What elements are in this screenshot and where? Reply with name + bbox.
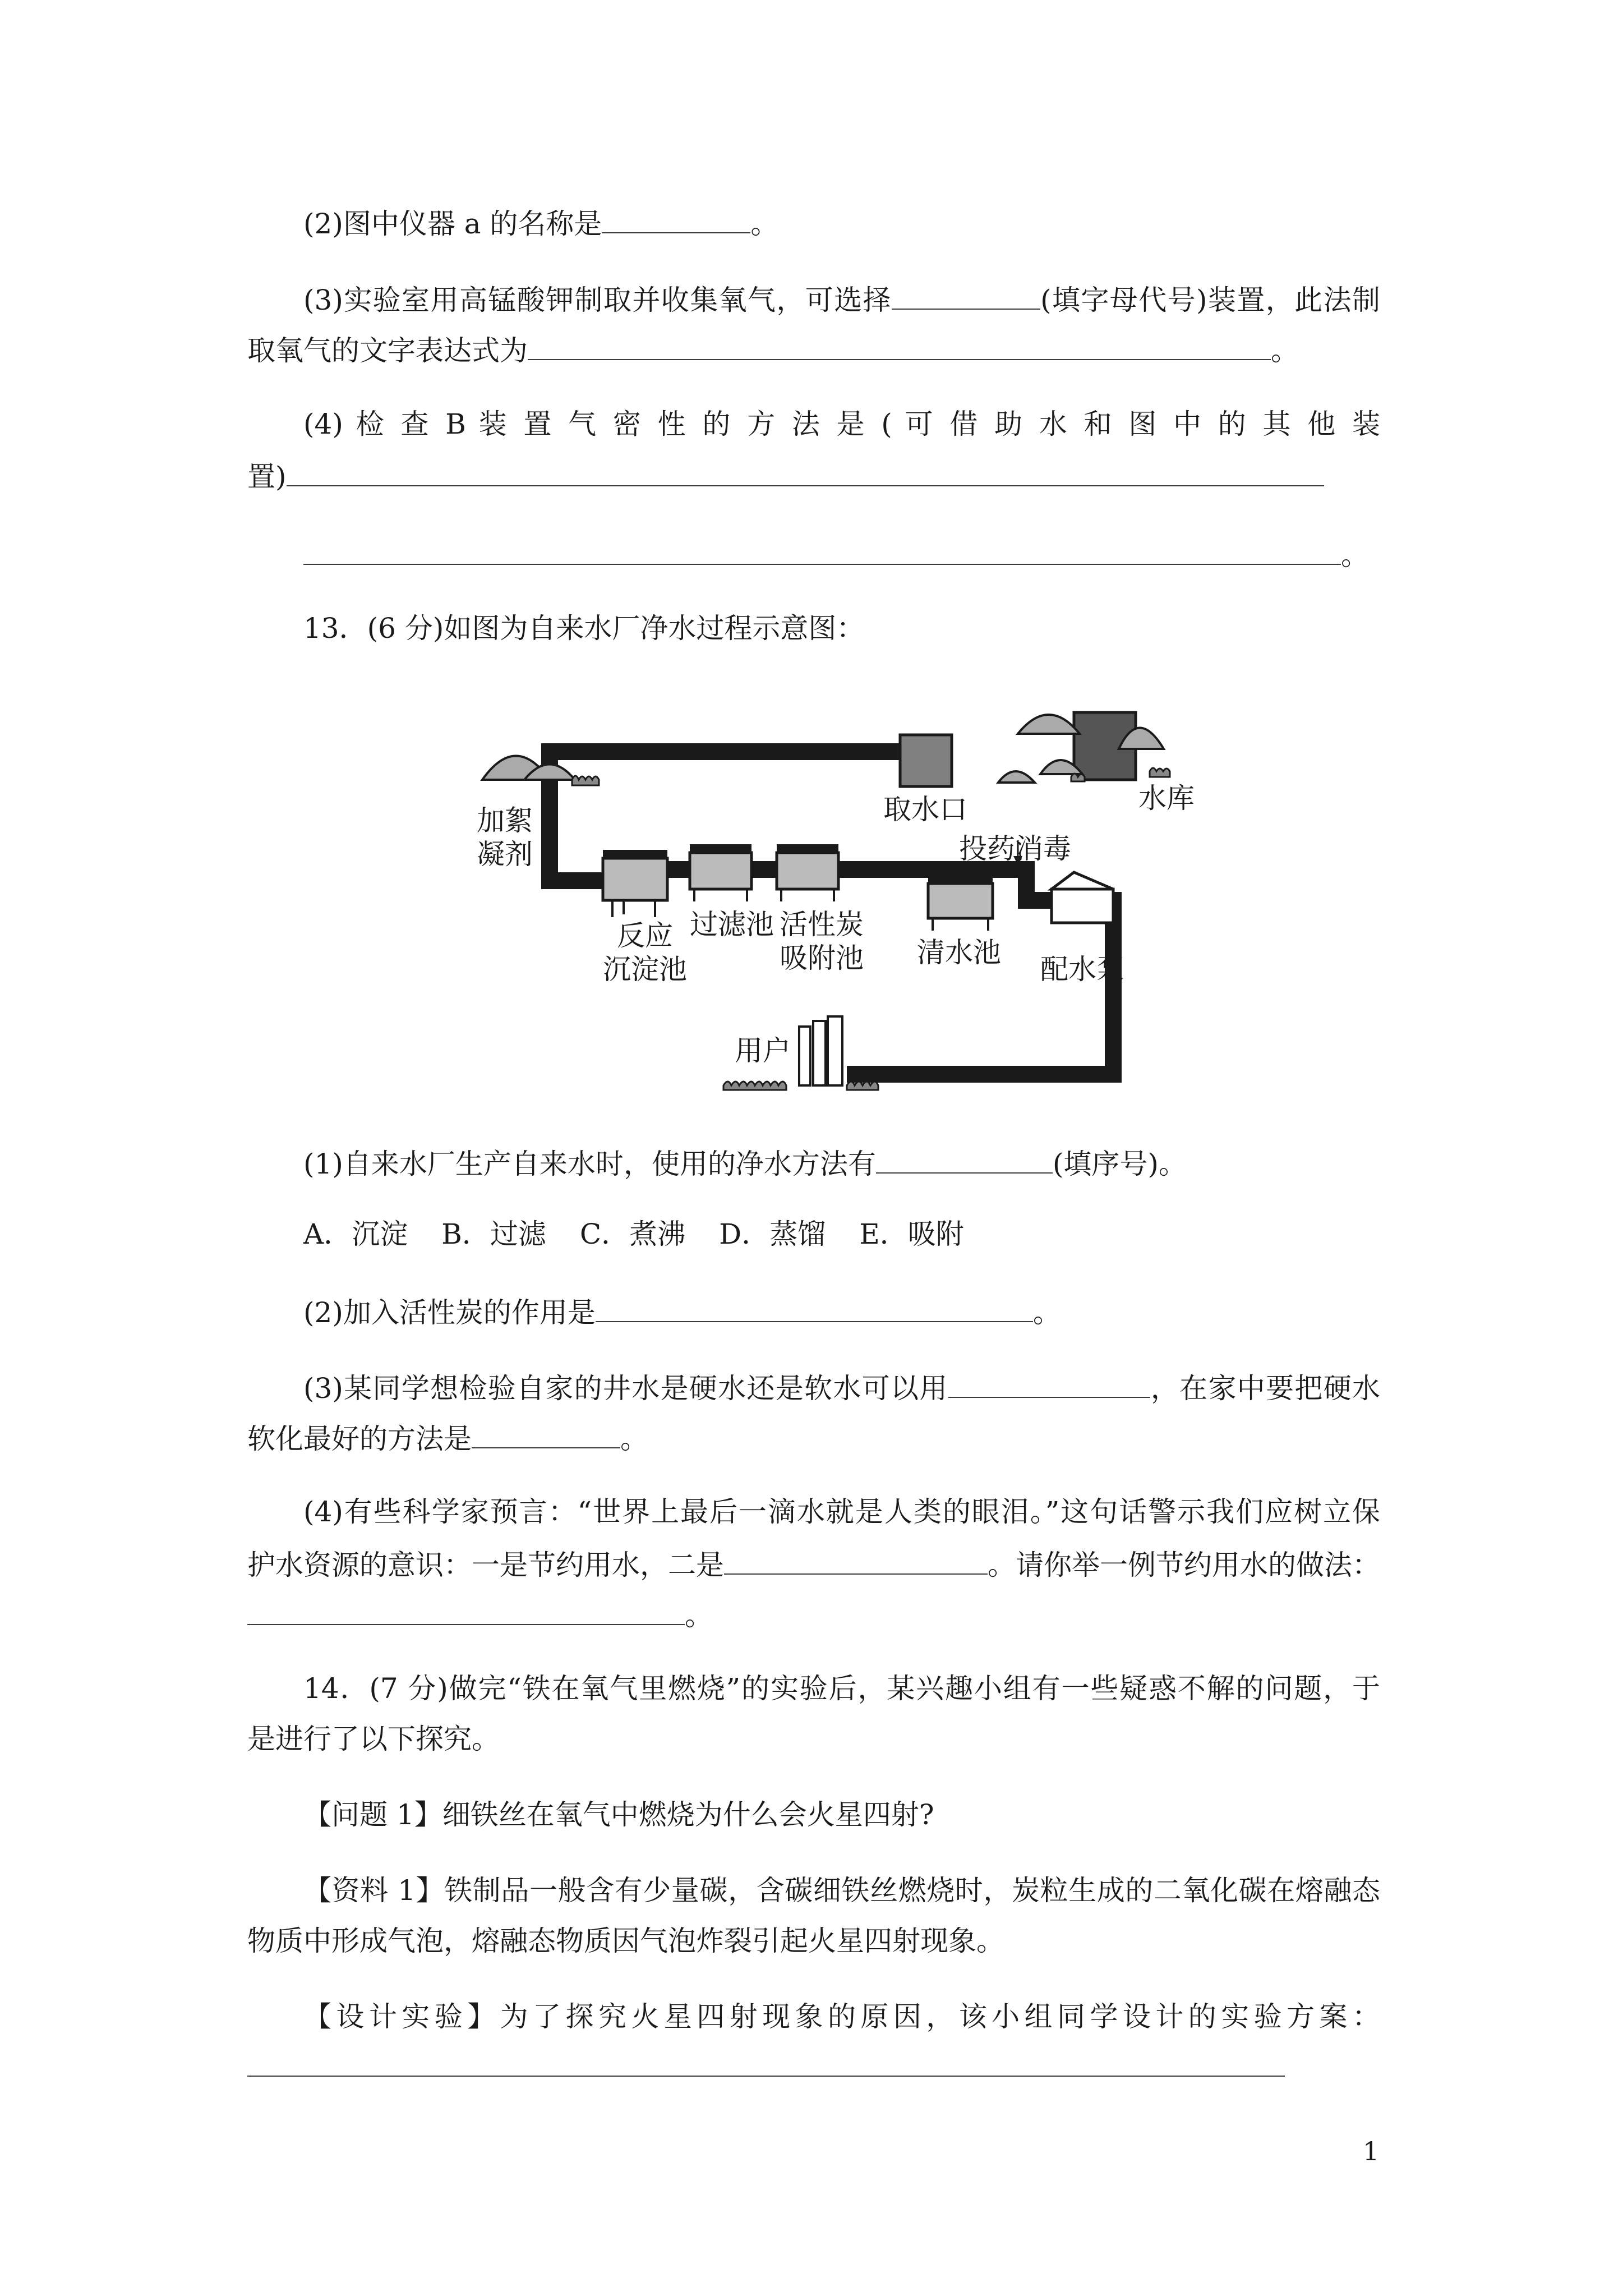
q14-intro-text2: 是进行了以下探究。 <box>247 1723 500 1755</box>
q13-part3-text3: 软化最好的方法是 <box>247 1423 472 1455</box>
label-settling-2: 沉淀池 <box>603 953 687 986</box>
reservoir-icon <box>998 712 1170 783</box>
label-coagulant-1: 加絮 <box>477 804 533 837</box>
pump-icon <box>1052 872 1113 923</box>
q12-part2-end: 。 <box>750 208 779 240</box>
q12-part3-text2: (填字母代号)装置，此法制 <box>1040 284 1381 316</box>
label-intake: 取水口 <box>883 793 967 826</box>
q12-part4-text2: 置) <box>247 461 287 493</box>
q13-part1-blank[interactable] <box>876 1144 1053 1174</box>
q13-part3-text2: ，在家中要把硬水 <box>1150 1372 1381 1405</box>
label-reservoir: 水库 <box>1138 782 1195 815</box>
q14-data-line1 <box>303 1874 1380 1907</box>
q13-part2-blank[interactable] <box>596 1293 1033 1322</box>
label-coagulant-2: 凝剂 <box>477 838 533 871</box>
label-pump: 配水泵 <box>1040 953 1124 986</box>
water-treatment-diagram <box>465 690 1228 1094</box>
page-number: 1 <box>1363 2136 1380 2166</box>
label-filter: 过滤池 <box>690 908 774 941</box>
q13-part4-line2 <box>247 1545 1380 1582</box>
carbon-tank-icon <box>777 844 838 901</box>
q12-part4-end: 。 <box>1341 539 1369 572</box>
label-carbon-2: 吸附池 <box>780 942 864 974</box>
q13-part3-line2 <box>247 1419 1380 1456</box>
q13-part3-blank-test[interactable] <box>948 1369 1150 1398</box>
q12-part3-text3: 取氧气的文字表达式为 <box>247 334 528 367</box>
coagulant-icon <box>482 756 599 786</box>
q13-options <box>303 1217 1380 1251</box>
q12-part3-end: 。 <box>1271 334 1299 367</box>
label-clear: 清水池 <box>917 936 1001 969</box>
option-c: C．煮沸 <box>579 1218 686 1250</box>
q12-part4-text: (4) 检 查 B 装 置 气 密 性 的 方 法 是 ( 可 借 助 水 和 图 中 的 其 他 装 <box>303 408 1380 440</box>
clear-water-tank-icon <box>928 875 993 931</box>
q13-part1-text: (1)自来水厂生产自来水时，使用的净水方法有 <box>303 1148 876 1180</box>
option-a: A．沉淀 <box>303 1218 408 1250</box>
q12-part4-blank-2[interactable] <box>303 536 1341 565</box>
q13-part1-text2: (填序号)。 <box>1052 1148 1187 1180</box>
q14-question <box>303 1798 1380 1832</box>
label-dosing: 投药消毒 <box>959 832 1071 865</box>
label-settling-1: 反应 <box>617 919 673 952</box>
label-user: 用户 <box>735 1034 791 1067</box>
q13-part4-end: 。 <box>685 1599 713 1632</box>
q13-part2-text: (2)加入活性炭的作用是 <box>303 1296 596 1329</box>
q14-data-line2 <box>247 1924 1380 1958</box>
q14-design-blank[interactable] <box>247 2076 1285 2077</box>
q12-part4-line3 <box>303 536 1380 572</box>
option-e: E．吸附 <box>859 1218 964 1250</box>
q12-part3-blank-equation[interactable] <box>528 331 1271 360</box>
q13-part3-text: (3)某同学想检验自家的井水是硬水还是软水可以用 <box>303 1372 948 1405</box>
q12-part2-blank[interactable] <box>602 204 750 233</box>
q14-intro-text1: 14．(7 分)做完“铁在氧气里燃烧”的实验后，某兴趣小组有一些疑惑不解的问题，于 <box>303 1672 1380 1705</box>
q12-part2 <box>303 204 1380 241</box>
q12-part3-text: (3)实验室用高锰酸钾制取并收集氧气，可选择 <box>303 284 892 316</box>
option-b: B．过滤 <box>441 1218 546 1250</box>
q14-data-text1: 【资料 1】铁制品一般含有少量碳，含碳细铁丝燃烧时，炭粒生成的二氧化碳在熔融态 <box>303 1874 1380 1907</box>
q13-part4-blank-example[interactable] <box>247 1596 685 1625</box>
q13-part4-text3: 。请你举一例节约用水的做法： <box>988 1549 1380 1581</box>
label-carbon-1: 活性炭 <box>780 908 864 941</box>
option-d: D．蒸馏 <box>719 1218 826 1250</box>
q14-question-text: 【问题 1】细铁丝在氧气中燃烧为什么会火星四射? <box>303 1798 934 1831</box>
q13-part3-line1 <box>303 1369 1380 1405</box>
q14-intro-line1 <box>303 1672 1380 1705</box>
q12-part3-line1 <box>303 280 1380 317</box>
q13-part4-text: (4)有些科学家预言：“世界上最后一滴水就是人类的眼泪。”这句话警示我们应树立保 <box>303 1496 1380 1528</box>
q14-data-text2: 物质中形成气泡，熔融态物质因气泡炸裂引起火星四射现象。 <box>247 1925 1004 1957</box>
q12-part3-line2 <box>247 331 1380 367</box>
q13-part4-line1 <box>303 1495 1380 1529</box>
q12-part4-line1 <box>303 407 1380 441</box>
q13-title-text: 13．(6 分)如图为自来水厂净水过程示意图： <box>303 612 865 645</box>
q13-part2-end: 。 <box>1032 1296 1061 1329</box>
settling-tank-icon <box>603 850 667 917</box>
q13-title <box>303 611 1380 645</box>
q13-part2 <box>303 1293 1380 1329</box>
q13-part4-line3 <box>247 1596 1380 1632</box>
q13-part4-text2: 护水资源的意识：一是节约用水，二是 <box>247 1549 724 1581</box>
q12-part2-text: (2)图中仪器 a 的名称是 <box>303 208 602 240</box>
q13-part1 <box>303 1144 1380 1181</box>
q14-design <box>303 2000 1380 2033</box>
q12-part4-line2 <box>247 457 1380 494</box>
filter-tank-icon <box>690 844 751 901</box>
q13-part4-blank-protect[interactable] <box>724 1545 988 1575</box>
q12-part3-blank-device[interactable] <box>892 280 1040 310</box>
intake-box <box>900 735 952 786</box>
q13-part3-end: 。 <box>620 1423 648 1455</box>
q14-design-text: 【设计实验】为了探究火星四射现象的原因，该小组同学设计的实验方案： <box>303 2000 1380 2033</box>
q14-intro-line2 <box>247 1722 1380 1756</box>
q13-part3-blank-soften[interactable] <box>472 1419 620 1448</box>
q12-part4-blank-1[interactable] <box>287 457 1324 486</box>
